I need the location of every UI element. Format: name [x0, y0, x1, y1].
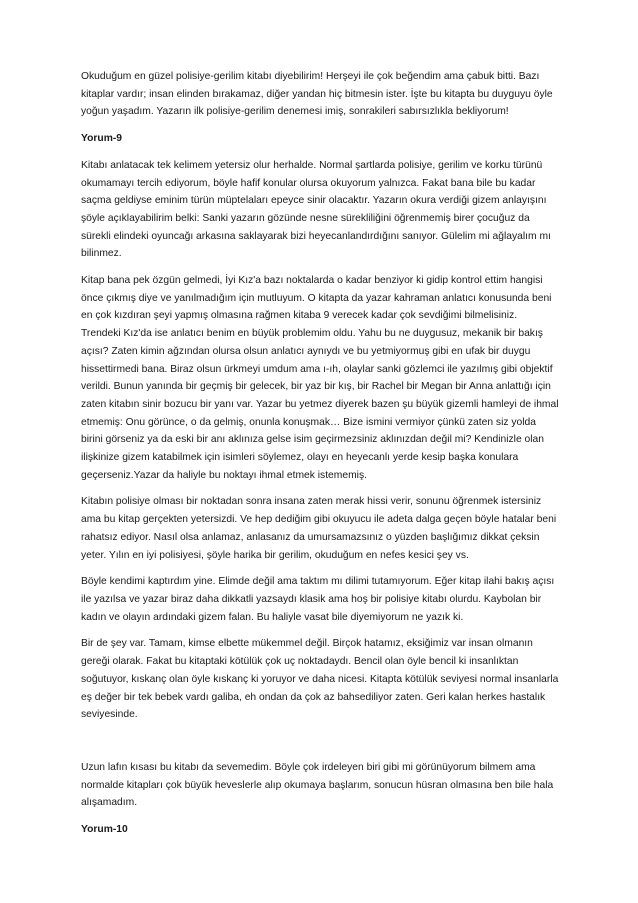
paragraph-review-9-opening: Kitabı anlatacak tek kelimem yetersiz olur herhalde. Normal şartlarda polisiye, gerilim ve korku türünü okumamayı tercih ediyorum, böyle hafif konular olursa okuyorum yalnızca. Fakat bana bile bu kadar saçma geldiyse eminim türün müptelaları epeyce sinir olacaktır. Yazarın okura verdiği gizem anlayışını şöyle açıklayabilirim belki: Sanki yazarın gözünde nesne sürekliliğini öğrenmemiş birer çocuğuz da sürekli elindeki oyuncağı arkasına saklayarak bizi heyecanlandırdığını sanıyor. Gülelim mi ağlayalım mı bilinmez.	[81, 159, 551, 260]
paragraph-spacer	[81, 733, 559, 759]
paragraph-review-9-comparison: Kitap bana pek özgün gelmedi, İyi Kız'a bazı noktalarda o kadar benziyor ki gidip kontrol ettim hangisi önce çıkmış diye ve yanılmadığım için mutluyum. O kitapta da yazar kahraman anlatıcı konusunda beni en çok kızdıran şeyi yapmış olmasına rağmen kitaba 9 verecek kadar çok sevdiğimi bilmelisiniz. Trendeki Kız'da ise anlatıcı benim en büyük problemim oldu. Yahu bu ne duygusuz, mekanik bir bakış açısı? Zaten kimin ağzından olursa olsun anlatıcı aynıydı ve bu yetmiyormuş gibi en ufak bir duygu hissettirmedi bana. Biraz olsun ürkmeyi umdum ama ı-ıh, olaylar sanki gözlemci ile yazılmış gibi objektif verildi. Bunun yanında bir geçmiş bir gelecek, bir yaz bir kış, bir Rachel bir Megan bir Anna anlattığı için zaten kitabın sinir bozucu bir yanı var. Yazar bu yetmez diyerek bazen şu büyük gizemli hamleyi de ihmal etmemiş: Onu görünce, o da gelmiş, onunla konuşmak… Bize ismini vermiyor çünkü zaten siz yolda birini görseniz ya da eski bir anı aklınıza gelse isim geçirmezsiniz aklınızdan değil mi? Kendinizle olan ilişkinize gizem katabilmek için isimleri söylemez, olayı en heyecanlı yerde kesip başka konulara geçerseniz.Yazar da haliyle bu noktayı ihmal etmek istememiş.	[81, 275, 559, 481]
heading-yorum-10: Yorum-10	[81, 824, 128, 836]
paragraph-review-9-suspense: Kitabın polisiye olması bir noktadan sonra insana zaten merak hissi verir, sonunu öğrenmek istersiniz ama bu kitap gerçekten yetersizdi. Ve hep dediğim gibi okuyucu ile adeta dalga geçen böyle hatalar beni rahatsız ediyor. Nasıl olsa anlamaz, anlasanız da umursamazsınız o yüzden başlığımız dikkat çeksin yeter. Yılın en iyi polisiyesi, şöyle harika bir gerilim, okuduğum en nefes kesici şey vs.	[81, 496, 557, 561]
heading-yorum-9: Yorum-9	[81, 133, 123, 145]
document-page	[81, 68, 559, 848]
paragraph-review-9-narration: Böyle kendimi kaptırdım yine. Elimde değil ama taktım mı dilimi tutamıyorum. Eğer kitap ilahi bakış açısı ile yazılsa ve yazar biraz daha dikkatli yazsaydı klasik ama hoş bir polisiye kitabı olurdu. Kaybolan bir kadın ve olayın ardındaki gizem falan. Bu haliyle vasat bile diyemiyorum ne yazık ki.	[81, 576, 555, 623]
paragraph-review-9-evil: Bir de şey var. Tamam, kimse elbette mükemmel değil. Birçok hatamız, eksiğimiz var insan olmanın gereği olarak. Fakat bu kitaptaki kötülük çok uç noktadaydı. Bencil olan öyle bencil ki insanlıktan soğutuyor, kıskanç olan öyle kıskanç ki yoruyor ve daha nicesi. Kitapta kötülük seviyesi normal insanlarla eş değer bir tek bebek vardı galiba, eh ondan da çok az bahsediliyor zaten. Geri kalan herkes hastalık seviyesinde.	[81, 638, 559, 721]
paragraph-review-9-conclusion: Uzun lafın kısası bu kitabı da sevemedim. Böyle çok irdeleyen biri gibi mi görünüyorum bilmem ama normalde kitapları çok büyük heveslerle alıp okumaya başlarım, sonucun hüsran olmasına ben bile hala alışamadım.	[81, 761, 554, 809]
paragraph-intro-review: Okuduğum en güzel polisiye-gerilim kitabı diyebilirim! Herşeyi ile çok beğendim ama çabuk bitti. Bazı kitaplar vardır; insan elinden bırakamaz, diğer yandan hiç bitmesin ister. İşte bu kitapta bu duyguyu öyle yoğun yaşadım. Yazarın ilk polisiye-gerilim denemesi imiş, sonrakileri sabırsızlıkla bekliyorum!	[81, 71, 553, 118]
